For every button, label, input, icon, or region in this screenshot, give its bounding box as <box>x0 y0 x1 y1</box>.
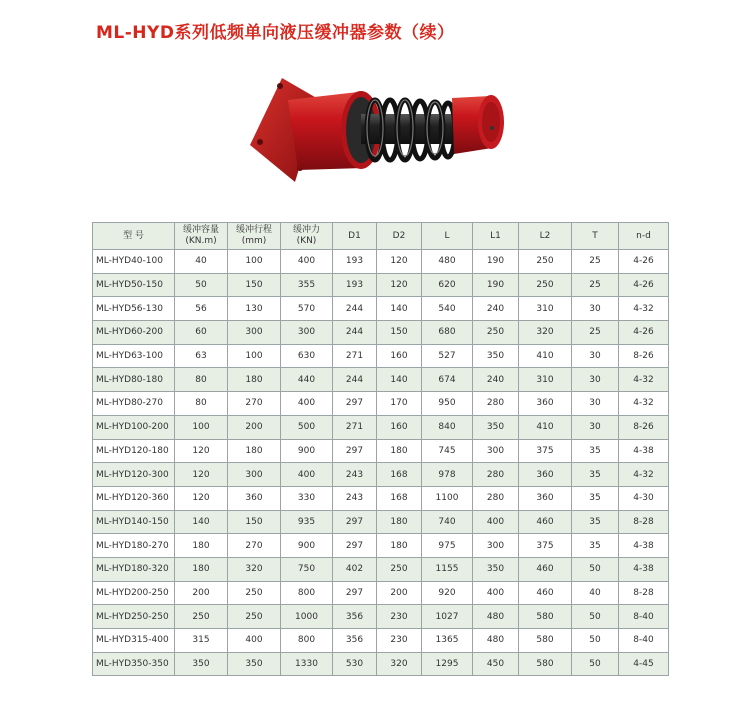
value-cell: 350 <box>175 652 228 676</box>
value-cell: 140 <box>377 368 422 392</box>
model-cell: ML-HYD100-200 <box>93 415 175 439</box>
value-cell: 60 <box>175 321 228 345</box>
value-cell: 527 <box>422 344 473 368</box>
value-cell: 8-40 <box>619 605 669 629</box>
value-cell: 180 <box>175 534 228 558</box>
value-cell: 300 <box>473 439 519 463</box>
value-cell: 400 <box>473 510 519 534</box>
value-cell: 460 <box>519 581 572 605</box>
value-cell: 30 <box>572 392 619 416</box>
model-cell: ML-HYD60-200 <box>93 321 175 345</box>
value-cell: 25 <box>572 250 619 274</box>
value-cell: 356 <box>333 629 377 653</box>
value-cell: 50 <box>572 557 619 581</box>
value-cell: 620 <box>422 273 473 297</box>
value-cell: 975 <box>422 534 473 558</box>
value-cell: 180 <box>175 557 228 581</box>
model-cell: ML-HYD40-100 <box>93 250 175 274</box>
table-row <box>93 344 669 368</box>
table-row <box>93 439 669 463</box>
value-cell: 450 <box>473 652 519 676</box>
value-cell: 400 <box>281 392 333 416</box>
value-cell: 745 <box>422 439 473 463</box>
value-cell: 530 <box>333 652 377 676</box>
column-header <box>333 223 377 250</box>
value-cell: 570 <box>281 297 333 321</box>
header-label: 型 号 <box>123 230 144 241</box>
value-cell: 25 <box>572 273 619 297</box>
table-row <box>93 273 669 297</box>
value-cell: 230 <box>377 605 422 629</box>
value-cell: 300 <box>228 321 281 345</box>
model-cell: ML-HYD200-250 <box>93 581 175 605</box>
model-cell: ML-HYD56-130 <box>93 297 175 321</box>
value-cell: 297 <box>333 534 377 558</box>
value-cell: 300 <box>473 534 519 558</box>
value-cell: 8-28 <box>619 581 669 605</box>
model-cell: ML-HYD140-150 <box>93 510 175 534</box>
header-label: D1 <box>348 230 361 241</box>
value-cell: 800 <box>281 581 333 605</box>
value-cell: 310 <box>519 368 572 392</box>
header-unit: (mm) <box>241 236 267 246</box>
table-row <box>93 581 669 605</box>
value-cell: 320 <box>228 557 281 581</box>
value-cell: 580 <box>519 652 572 676</box>
header-unit: (KN.m) <box>185 236 217 246</box>
value-cell: 4-26 <box>619 321 669 345</box>
value-cell: 300 <box>228 463 281 487</box>
model-cell: ML-HYD180-270 <box>93 534 175 558</box>
value-cell: 920 <box>422 581 473 605</box>
model-cell: ML-HYD50-150 <box>93 273 175 297</box>
value-cell: 680 <box>422 321 473 345</box>
table-row <box>93 534 669 558</box>
model-cell: ML-HYD315-400 <box>93 629 175 653</box>
value-cell: 150 <box>377 321 422 345</box>
value-cell: 100 <box>228 250 281 274</box>
value-cell: 978 <box>422 463 473 487</box>
value-cell: 360 <box>228 486 281 510</box>
value-cell: 800 <box>281 629 333 653</box>
value-cell: 120 <box>175 463 228 487</box>
column-header <box>93 223 175 250</box>
value-cell: 4-30 <box>619 486 669 510</box>
column-header <box>473 223 519 250</box>
value-cell: 1155 <box>422 557 473 581</box>
value-cell: 120 <box>377 273 422 297</box>
value-cell: 375 <box>519 534 572 558</box>
column-header <box>281 223 333 250</box>
value-cell: 270 <box>228 392 281 416</box>
value-cell: 4-26 <box>619 250 669 274</box>
value-cell: 180 <box>228 368 281 392</box>
table-row <box>93 557 669 581</box>
value-cell: 4-38 <box>619 534 669 558</box>
value-cell: 1295 <box>422 652 473 676</box>
value-cell: 480 <box>422 250 473 274</box>
table-row <box>93 321 669 345</box>
value-cell: 170 <box>377 392 422 416</box>
value-cell: 180 <box>377 510 422 534</box>
value-cell: 244 <box>333 297 377 321</box>
spec-table <box>92 222 669 676</box>
value-cell: 30 <box>572 415 619 439</box>
value-cell: 190 <box>473 250 519 274</box>
table-row <box>93 605 669 629</box>
value-cell: 100 <box>228 344 281 368</box>
value-cell: 320 <box>519 321 572 345</box>
header-label: n-d <box>636 230 651 241</box>
header-label: L2 <box>539 230 551 241</box>
table-row <box>93 297 669 321</box>
value-cell: 330 <box>281 486 333 510</box>
value-cell: 168 <box>377 463 422 487</box>
value-cell: 440 <box>281 368 333 392</box>
hydraulic-buffer-image <box>240 70 510 190</box>
value-cell: 250 <box>228 605 281 629</box>
value-cell: 250 <box>377 557 422 581</box>
value-cell: 4-32 <box>619 463 669 487</box>
value-cell: 350 <box>473 344 519 368</box>
column-header <box>519 223 572 250</box>
value-cell: 310 <box>519 297 572 321</box>
value-cell: 40 <box>572 581 619 605</box>
value-cell: 244 <box>333 368 377 392</box>
value-cell: 50 <box>175 273 228 297</box>
page-title: ML-HYD系列低频单向液压缓冲器参数（续） <box>96 23 455 43</box>
value-cell: 935 <box>281 510 333 534</box>
value-cell: 190 <box>473 273 519 297</box>
value-cell: 356 <box>333 605 377 629</box>
model-cell: ML-HYD120-180 <box>93 439 175 463</box>
value-cell: 400 <box>228 629 281 653</box>
value-cell: 140 <box>175 510 228 534</box>
value-cell: 480 <box>473 605 519 629</box>
value-cell: 35 <box>572 534 619 558</box>
value-cell: 80 <box>175 368 228 392</box>
value-cell: 280 <box>473 463 519 487</box>
value-cell: 350 <box>228 652 281 676</box>
value-cell: 350 <box>473 415 519 439</box>
value-cell: 580 <box>519 629 572 653</box>
value-cell: 40 <box>175 250 228 274</box>
value-cell: 1365 <box>422 629 473 653</box>
value-cell: 150 <box>228 273 281 297</box>
value-cell: 4-38 <box>619 439 669 463</box>
model-cell: ML-HYD80-180 <box>93 368 175 392</box>
value-cell: 1027 <box>422 605 473 629</box>
value-cell: 750 <box>281 557 333 581</box>
value-cell: 56 <box>175 297 228 321</box>
value-cell: 360 <box>519 392 572 416</box>
value-cell: 50 <box>572 652 619 676</box>
table-row <box>93 510 669 534</box>
value-cell: 1330 <box>281 652 333 676</box>
table-row <box>93 415 669 439</box>
value-cell: 180 <box>377 439 422 463</box>
value-cell: 150 <box>228 510 281 534</box>
model-cell: ML-HYD350-350 <box>93 652 175 676</box>
value-cell: 580 <box>519 605 572 629</box>
value-cell: 400 <box>281 250 333 274</box>
header-label: 缓冲力 <box>292 225 320 235</box>
value-cell: 400 <box>473 581 519 605</box>
value-cell: 280 <box>473 392 519 416</box>
value-cell: 4-45 <box>619 652 669 676</box>
model-cell: ML-HYD63-100 <box>93 344 175 368</box>
value-cell: 540 <box>422 297 473 321</box>
value-cell: 460 <box>519 557 572 581</box>
table-row <box>93 463 669 487</box>
value-cell: 63 <box>175 344 228 368</box>
value-cell: 630 <box>281 344 333 368</box>
value-cell: 674 <box>422 368 473 392</box>
value-cell: 840 <box>422 415 473 439</box>
value-cell: 300 <box>281 321 333 345</box>
column-header <box>422 223 473 250</box>
value-cell: 500 <box>281 415 333 439</box>
table-row <box>93 652 669 676</box>
value-cell: 230 <box>377 629 422 653</box>
value-cell: 250 <box>175 605 228 629</box>
value-cell: 900 <box>281 439 333 463</box>
column-header <box>175 223 228 250</box>
value-cell: 297 <box>333 439 377 463</box>
table-body <box>93 250 669 676</box>
value-cell: 193 <box>333 250 377 274</box>
value-cell: 297 <box>333 510 377 534</box>
value-cell: 30 <box>572 297 619 321</box>
column-header <box>377 223 422 250</box>
value-cell: 740 <box>422 510 473 534</box>
value-cell: 250 <box>228 581 281 605</box>
value-cell: 250 <box>519 250 572 274</box>
value-cell: 8-26 <box>619 344 669 368</box>
value-cell: 140 <box>377 297 422 321</box>
value-cell: 35 <box>572 510 619 534</box>
header-label: D2 <box>392 230 406 241</box>
value-cell: 270 <box>228 534 281 558</box>
value-cell: 180 <box>228 439 281 463</box>
table-row <box>93 486 669 510</box>
value-cell: 35 <box>572 486 619 510</box>
value-cell: 8-28 <box>619 510 669 534</box>
value-cell: 271 <box>333 344 377 368</box>
column-header <box>572 223 619 250</box>
table-row <box>93 629 669 653</box>
value-cell: 410 <box>519 415 572 439</box>
value-cell: 4-32 <box>619 297 669 321</box>
model-cell: ML-HYD250-250 <box>93 605 175 629</box>
column-header <box>228 223 281 250</box>
header-label: L <box>444 230 450 241</box>
model-cell: ML-HYD120-300 <box>93 463 175 487</box>
value-cell: 410 <box>519 344 572 368</box>
value-cell: 193 <box>333 273 377 297</box>
value-cell: 244 <box>333 321 377 345</box>
value-cell: 250 <box>519 273 572 297</box>
value-cell: 200 <box>228 415 281 439</box>
value-cell: 297 <box>333 581 377 605</box>
value-cell: 200 <box>175 581 228 605</box>
model-cell: ML-HYD180-320 <box>93 557 175 581</box>
value-cell: 355 <box>281 273 333 297</box>
model-cell: ML-HYD120-360 <box>93 486 175 510</box>
value-cell: 240 <box>473 368 519 392</box>
value-cell: 1100 <box>422 486 473 510</box>
value-cell: 130 <box>228 297 281 321</box>
value-cell: 30 <box>572 368 619 392</box>
header-row <box>93 223 669 250</box>
value-cell: 950 <box>422 392 473 416</box>
value-cell: 1000 <box>281 605 333 629</box>
value-cell: 35 <box>572 439 619 463</box>
value-cell: 460 <box>519 510 572 534</box>
value-cell: 250 <box>473 321 519 345</box>
value-cell: 243 <box>333 486 377 510</box>
value-cell: 480 <box>473 629 519 653</box>
value-cell: 315 <box>175 629 228 653</box>
value-cell: 8-26 <box>619 415 669 439</box>
header-label: T <box>592 230 598 241</box>
value-cell: 4-32 <box>619 368 669 392</box>
value-cell: 120 <box>175 486 228 510</box>
column-header <box>619 223 669 250</box>
table-row <box>93 368 669 392</box>
value-cell: 30 <box>572 344 619 368</box>
value-cell: 350 <box>473 557 519 581</box>
value-cell: 160 <box>377 344 422 368</box>
value-cell: 120 <box>175 439 228 463</box>
value-cell: 243 <box>333 463 377 487</box>
value-cell: 271 <box>333 415 377 439</box>
value-cell: 4-32 <box>619 392 669 416</box>
value-cell: 400 <box>281 463 333 487</box>
end-cap <box>452 95 504 154</box>
value-cell: 320 <box>377 652 422 676</box>
value-cell: 280 <box>473 486 519 510</box>
table-row <box>93 392 669 416</box>
value-cell: 50 <box>572 629 619 653</box>
value-cell: 4-38 <box>619 557 669 581</box>
table-row <box>93 250 669 274</box>
value-cell: 4-26 <box>619 273 669 297</box>
value-cell: 100 <box>175 415 228 439</box>
value-cell: 120 <box>377 250 422 274</box>
header-label: 缓冲行程 <box>235 225 272 235</box>
value-cell: 360 <box>519 463 572 487</box>
value-cell: 8-40 <box>619 629 669 653</box>
value-cell: 180 <box>377 534 422 558</box>
value-cell: 50 <box>572 605 619 629</box>
header-unit: (KN) <box>296 236 317 246</box>
value-cell: 240 <box>473 297 519 321</box>
value-cell: 375 <box>519 439 572 463</box>
header-label: L1 <box>490 230 501 241</box>
value-cell: 360 <box>519 486 572 510</box>
header-label: 缓冲容量 <box>182 225 219 235</box>
value-cell: 297 <box>333 392 377 416</box>
value-cell: 402 <box>333 557 377 581</box>
model-cell: ML-HYD80-270 <box>93 392 175 416</box>
value-cell: 168 <box>377 486 422 510</box>
value-cell: 35 <box>572 463 619 487</box>
value-cell: 25 <box>572 321 619 345</box>
value-cell: 80 <box>175 392 228 416</box>
value-cell: 200 <box>377 581 422 605</box>
value-cell: 900 <box>281 534 333 558</box>
value-cell: 160 <box>377 415 422 439</box>
